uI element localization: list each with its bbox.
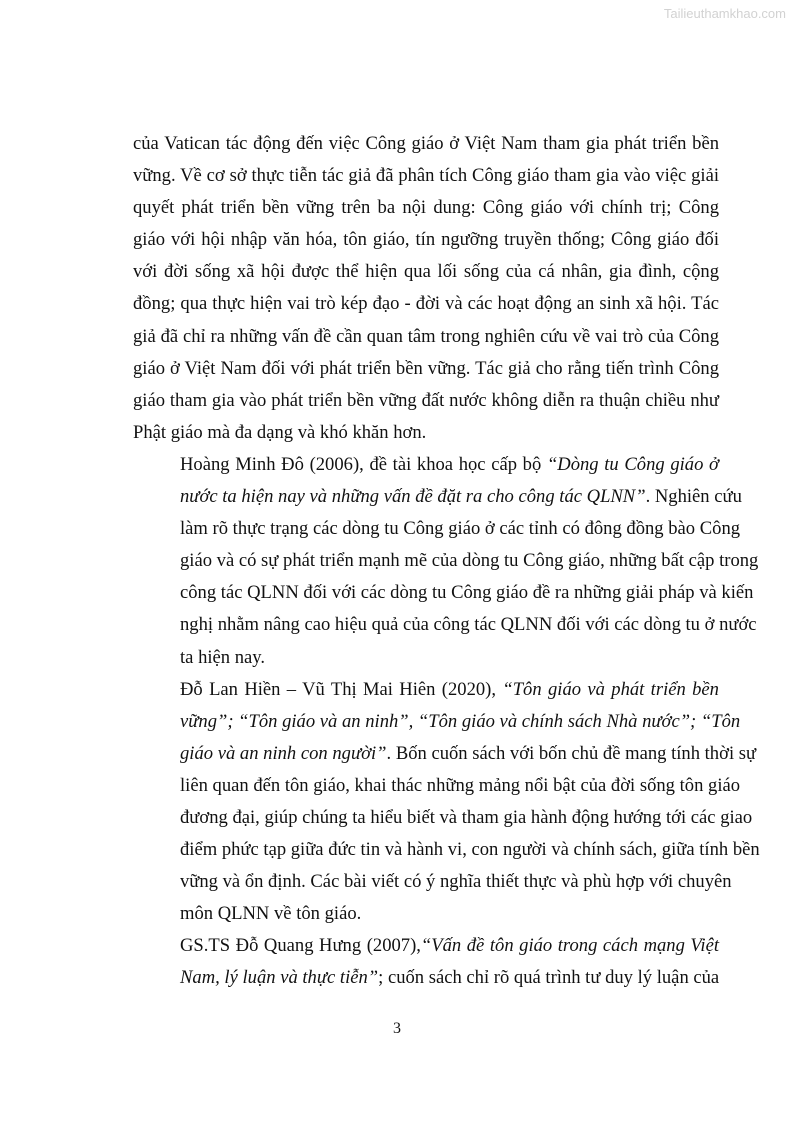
text-run: giả đã chỉ ra những vấn đề cần quan tâm trong nghiên cứu về vai trò của Công bbox=[133, 325, 719, 347]
text-run: quyết phát triển bền vững trên ba nội dung: Công giáo với chính trị; Công bbox=[133, 197, 719, 219]
text-run: giáo và có sự phát triển mạnh mẽ của dòng tu Công giáo, những bất cập trong bbox=[180, 550, 759, 572]
text-line bbox=[133, 192, 719, 224]
text-line bbox=[133, 353, 719, 385]
text-line bbox=[133, 545, 759, 577]
text-line bbox=[133, 160, 719, 192]
text-run: môn QLNN về tôn giáo. bbox=[180, 903, 362, 925]
text-run: điểm phức tạp giữa đức tin và hành vi, con người và chính sách, giữa tính bền bbox=[180, 839, 760, 861]
document-body bbox=[133, 128, 760, 995]
text-line bbox=[133, 288, 719, 320]
text-run: nghị nhằm nâng cao hiệu quả của công tác QLNN đối với các dòng tu ở nước bbox=[180, 614, 757, 636]
text-line bbox=[133, 642, 719, 674]
text-line bbox=[133, 385, 719, 417]
text-run: liên quan đến tôn giáo, khai thác những mảng nổi bật của đời sống tôn giáo bbox=[180, 774, 741, 796]
text-run: ; cuốn sách chỉ rõ quá trình tư duy lý luận của bbox=[378, 967, 720, 989]
watermark: Tailieuthamkhao.com bbox=[663, 6, 786, 21]
text-run: Hoàng Minh Đô (2006), đề tài khoa học cấp bộ bbox=[180, 453, 547, 475]
text-run: . Bốn cuốn sách với bốn chủ đề mang tính thời sự bbox=[386, 742, 757, 764]
page-number: 3 bbox=[393, 1020, 401, 1037]
text-line bbox=[133, 738, 757, 770]
text-line bbox=[133, 674, 719, 706]
paragraph bbox=[133, 930, 719, 994]
text-run: đương đại, giúp chúng ta hiểu biết và tham gia hành động hướng tới các giao bbox=[180, 806, 753, 828]
text-run: Đỗ Lan Hiền – Vũ Thị Mai Hiên (2020), bbox=[180, 678, 503, 700]
text-run: công tác QLNN đối với các dòng tu Công giáo đề ra những giải pháp và kiến bbox=[180, 582, 754, 604]
italic-title-text: “Vấn đề tôn giáo trong cách mạng Việt bbox=[420, 935, 719, 957]
text-line bbox=[133, 128, 719, 160]
text-line bbox=[133, 898, 719, 930]
text-run: Phật giáo mà đa dạng và khó khăn hơn. bbox=[133, 421, 427, 443]
paragraph bbox=[133, 449, 759, 674]
text-line bbox=[133, 802, 753, 834]
italic-title-text: “Tôn giáo và phát triển bền bbox=[502, 678, 719, 700]
text-line bbox=[133, 481, 742, 513]
paragraph bbox=[133, 674, 760, 931]
italic-title-text: Nam, lý luận và thực tiễn” bbox=[180, 967, 379, 989]
italic-title-text: “Dòng tu Công giáo ở bbox=[546, 453, 719, 475]
text-line bbox=[133, 834, 760, 866]
text-run: giáo ở Việt Nam đối với phát triển bền vững. Tác giả cho rằng tiến trình Công bbox=[133, 357, 719, 379]
text-line bbox=[133, 417, 719, 449]
text-line bbox=[133, 513, 741, 545]
text-line bbox=[133, 962, 719, 994]
italic-title-text: nước ta hiện nay và những vấn đề đặt ra cho công tác QLNN” bbox=[180, 486, 646, 508]
text-run: làm rõ thực trạng các dòng tu Công giáo ở các tỉnh có đông đồng bào Công bbox=[180, 518, 741, 540]
italic-title-text: vững”; “Tôn giáo và an ninh”, “Tôn giáo và chính sách Nhà nước”; “Tôn bbox=[180, 710, 741, 732]
text-run: . Nghiên cứu bbox=[645, 486, 742, 508]
text-line bbox=[133, 256, 719, 288]
text-line bbox=[133, 577, 754, 609]
text-line bbox=[133, 706, 741, 738]
text-run: giáo với hội nhập văn hóa, tôn giáo, tín ngưỡng truyền thống; Công giáo đối bbox=[133, 229, 719, 251]
text-line bbox=[133, 866, 732, 898]
text-line bbox=[133, 224, 719, 256]
text-line bbox=[133, 770, 741, 802]
text-run: giáo tham gia vào phát triển bền vững đất nước không diễn ra thuận chiều như bbox=[133, 389, 719, 411]
text-run: đồng; qua thực hiện vai trò kép đạo - đời và các hoạt động an sinh xã hội. Tác bbox=[133, 293, 719, 315]
text-line bbox=[133, 930, 719, 962]
text-line bbox=[133, 609, 757, 641]
text-run: của Vatican tác động đến việc Công giáo ở Việt Nam tham gia phát triển bền bbox=[133, 133, 719, 154]
text-run: vững. Về cơ sở thực tiễn tác giả đã phân tích Công giáo tham gia vào việc giải bbox=[133, 165, 719, 187]
text-line bbox=[133, 321, 719, 353]
text-run: ta hiện nay. bbox=[180, 646, 266, 668]
text-line bbox=[133, 449, 719, 481]
italic-title-text: giáo và an ninh con người” bbox=[180, 742, 387, 764]
text-run: GS.TS Đỗ Quang Hưng (2007), bbox=[180, 935, 421, 957]
paragraph bbox=[133, 128, 719, 449]
text-run: vững và ổn định. Các bài viết có ý nghĩa thiết thực và phù hợp với chuyên bbox=[180, 871, 732, 893]
text-run: với đời sống xã hội được thể hiện qua lối sống của cá nhân, gia đình, cộng bbox=[133, 261, 719, 283]
